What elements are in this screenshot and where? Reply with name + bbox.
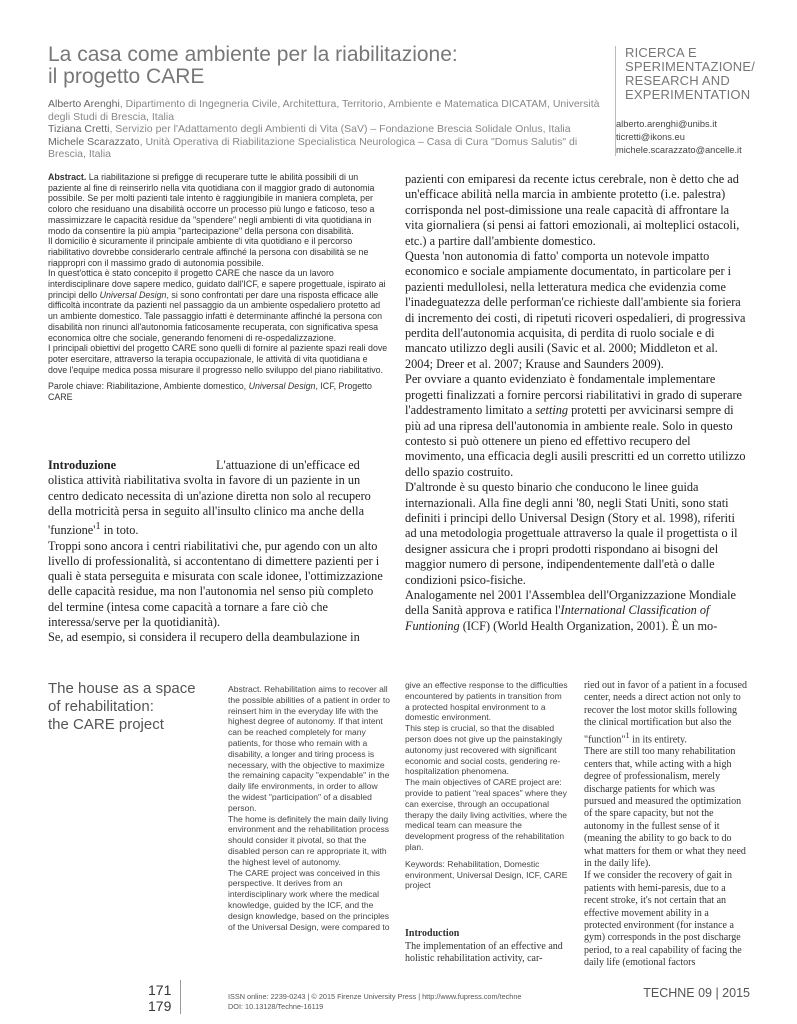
- abstract-italian: [48, 172, 388, 403]
- author-name: Alberto Arenghi: [48, 98, 120, 110]
- section-heading: Introduzione: [48, 458, 117, 472]
- english-title-line: of rehabilitation:: [48, 698, 154, 715]
- body-paragraph: D'altronde è su questo binario che conducono le linee guida internazionali. Alla fine degli anni '80, negli Stati Uniti, sono stati definiti i principi dello Universal Design (Story et al. 1998), riferiti ad una metodologia progettuale attraverso la quale il progettista o il designer assicura che i propri prodotti rispondano ai bisogni del maggior numero di persone, indipendentemente dall'età o dalle condizioni psico-fisiche.: [405, 480, 738, 587]
- author-list: [48, 98, 608, 161]
- journal-issue: TECHNE 09 | 2015: [643, 986, 750, 1000]
- english-title-line: the CARE project: [48, 716, 164, 733]
- body-column-english: [584, 680, 747, 970]
- body-text: (ICF) (World Health Organization, 2001). È un mo-: [459, 618, 718, 633]
- page-number-article: 179: [148, 998, 172, 1014]
- article-title-line-1: La casa come ambiente per la riabilitazione:: [48, 43, 458, 66]
- body-text: protetti per avvicinarsi sempre di più ad una ripresa dell'autonomia in ambiente reale. Solo in questo contesto si può ottenere un pieno ed effettivo recupero del movimento, una efficacia degli ausili prescritti ed un corretto utilizzo dello spazio costruito.: [405, 403, 746, 479]
- issn-line: ISSN online: 2239-0243 | © 2015 Firenze University Press | http://www.fupress.com/techne: [228, 992, 522, 1001]
- section-tag-line: SPERIMENTAZIONE/: [625, 59, 756, 74]
- english-title-line: The house as a space: [48, 680, 196, 697]
- body-emphasis: International Classification of Funtioning: [405, 603, 710, 633]
- abstract-paragraph: Il domicilio è sicuramente il principale ambiente di vita quotidiano e il percorso riabilitativo dovrebbe considerarlo centrale affinché la persona con disabilità se ne riappropri con il massimo grado di autonomia possibile.: [48, 236, 369, 268]
- abstract-text: , si sono confrontati per dare una risposta efficace alle difficoltà incontrate da pazienti nel passaggio da un ambiente ospedaliero protetto ad un ambiente domestico. Tale passaggio infatti è determinante affinché la persona con disabilità non rinunci all'autonomia faticosamente recuperata, con significativa spesa economica oltre che sociale, generando fenomeni di re-ospedalizzazione.: [48, 289, 382, 343]
- abstract-paragraph: The CARE project was conceived in this perspective. It derives from an interdisciplinary work where the medical knowledge, guided by the ICF, and the design knowledge, based on the principles of the Universal Design, were compared to: [228, 867, 390, 932]
- abstract-paragraph: This step is crucial, so that the disabled person does not give up the painstakingly autonomy just recovered with significant economic and social costs, gendering re-hospitalization phenomena.: [405, 723, 563, 777]
- email-list: [616, 118, 776, 157]
- author-name: Michele Scarazzato: [48, 135, 140, 148]
- keywords-english: [405, 859, 568, 891]
- abstract-paragraph: The main objectives of CARE project are: provide to patient "real spaces" where they can exercise, through an occupational therapy the daily living activities, where the medical team can measure the development progress of the rehabilitation plan.: [405, 777, 567, 852]
- author-entry: [48, 136, 608, 161]
- section-tag-line: RICERCA E: [625, 45, 697, 60]
- body-paragraph: Questa 'non autonomia di fatto' comporta un notevole impatto economico e sociale ampiamente documentato, in particolare per i pazienti medullolesi, nella letteratura medica che evidenzia come l'inadeguatezza delle performan'ce richieste dall'ambiente sia foriera di incremento dei costi, di ripetuti ricoveri ospedalieri, di progressiva perdita dell'autonomia acquisita, di perdita di ruolo sociale e di mancato utilizzo degli ausili (Savic et al. 2000; Middleton et al. 2004; Dreer et al. 2007; Krause and Saunders 2009).: [405, 249, 746, 371]
- issn-info: [228, 992, 608, 1011]
- footnote-ref[interactable]: 1: [625, 730, 630, 740]
- abstract-emphasis: Universal Design: [99, 289, 167, 300]
- email-link[interactable]: ticretti@ikons.eu: [616, 132, 685, 142]
- body-paragraph: There are still too many rehabilitation centers that, while acting with a high degree of professionalism, merely discharge patients for which was pursued and measured the optimization of the spare capacity, but not the autonomy in the fullest sense of it (meaning the ability to go back to do what matters for them or what they need in the daily life).: [584, 746, 746, 870]
- body-paragraph: pazienti con emiparesi da recente ictus cerebrale, non è detto che ad un'efficace abilità nella marcia in ambiente protetto (i.e. palestra) corrisponda nel post-dimissione una reale capacità di affrontare la vita giornaliera (si pensi ai fattori emozionali, ai molteplici ostacoli, etc.) a partire dall'ambiente domestico.: [405, 172, 740, 248]
- introduction-english: [405, 928, 568, 966]
- abstract-text: In quest'ottica è stato concepito il progetto CARE che nasce da un lavoro interdisciplinare dove sapere medico, guidato dall'ICF, e sapere progettuale, ispirato ai principi dello: [48, 268, 386, 300]
- section-tag: [625, 46, 775, 102]
- keywords-text: , ICF, Progetto CARE: [48, 381, 372, 403]
- english-title: [48, 680, 208, 734]
- body-paragraph: [405, 372, 747, 480]
- section-tag-line: EXPERIMENTATION: [625, 87, 751, 102]
- abstract-text: La riabilitazione si prefigge di recuperare tutte le abilità possibili di un paziente al fine di reinserirlo nella vita quotidiana con il maggior grado di autonomia possibile. Se per molti pazienti tale intento è raggiungibile in maniera completa, per coloro che residuano una disabilità occorre un processo più lungo e faticoso, teso a massimizzare le capacità residue da "spendere" negli ambienti di vita quotidiana in modo da consentire la più ampia "partecipazione" della persona con disabilità.: [48, 172, 375, 236]
- body-paragraph: Troppi sono ancora i centri riabilitativi che, pur agendo con un alto livello di professionalità, si accontentano di dimettere pazienti per i quali è stata perseguita e misurata con scale idonee, l'ottimizzazione delle capacità residue, ma non l'autonomia nel senso più completo del termine (intesa come capacità a tornare a fare ciò che interessa/serve per la quotidianità).: [48, 538, 383, 630]
- section-heading: Introduction: [405, 928, 460, 939]
- body-text: L'attuazione di un'efficace ed olistica attività riabilitativa svolta in favore di un paziente in un centro dedicato necessita di un'azione diretta non solo al recupero della motricità persa in seguito all'insulto clinico ma anche della 'funzione': [48, 458, 371, 538]
- abstract-paragraph: [228, 684, 391, 814]
- keywords-label: Parole chiave:: [48, 381, 105, 392]
- author-affiliation: , Servizio per l'Adattamento degli Ambienti di Vita (SaV) – Fondazione Brescia Solidale Onlus, Italia: [109, 123, 571, 136]
- keywords-text: Riabilitazione, Ambiente domestico,: [104, 381, 249, 392]
- body-paragraph: [405, 588, 747, 634]
- body-paragraph: If we consider the recovery of gait in patients with hemi-paresis, due to a recent stroke, it's not certain that an effective movement ability in a protected environment (for instance a gym) corresponds in the post discharge period, to a real capability of facing the daily life (emotional factors: [584, 870, 742, 969]
- abstract-paragraph: [48, 268, 388, 343]
- section-tag-line: RESEARCH AND: [625, 73, 730, 88]
- abstract-paragraph: The home is definitely the main daily living environment and the rehabilitation process should consider it pivotal, so that the disabled person can re appropriate it, with the highest level of autonomy.: [228, 813, 390, 867]
- introduction-italian: [48, 458, 388, 646]
- article-title: [48, 44, 608, 88]
- body-paragraph: Se, ad esempio, si considera il recupero della deambulazione in: [48, 630, 360, 645]
- body-text: ried out in favor of a patient in a focused center, needs a direct action not only to recover the lost motor skills following the clinical mortification but also the "function": [584, 680, 747, 745]
- keywords-text: Rehabilitation, Domestic environment, Universal Design, ICF, CARE project: [405, 858, 568, 891]
- keywords-label: Keywords:: [405, 858, 445, 869]
- author-affiliation: , Dipartimento di Ingegneria Civile, Architettura, Territorio, Ambiente e Matematica DICATAM, Università degli Studi di Brescia, Italia: [48, 98, 600, 123]
- body-text: Analogamente nel 2001 l'Assemblea dell'Organizzazione Mondiale della Sanità approva e ratifica l': [405, 587, 736, 618]
- abstract-label: Abstract.: [228, 684, 262, 694]
- email-link[interactable]: alberto.arenghi@unibs.it: [616, 119, 717, 129]
- keywords-emphasis: Universal Design: [248, 381, 316, 392]
- footnote-ref[interactable]: 1: [95, 521, 101, 533]
- page-number-journal: 171: [148, 982, 172, 998]
- page-number: [148, 982, 170, 1014]
- abstract-text: Rehabilitation aims to recover all the possible abilities of a patient in order to reinsert him in the everyday life with the highest degree of autonomy. If that intent can be reached completely for many patients, for those who remain with a disability, a longer and tiring process is necessary, with the objective to maximize the remaining capacity "expendable" in the daily life environments, in order to allow the widest "participation" of a disabled person.: [228, 684, 391, 813]
- body-text: in toto.: [100, 523, 139, 538]
- author-name: Tiziana Cretti: [48, 123, 110, 136]
- keywords-italian: [48, 381, 388, 402]
- author-entry: [48, 98, 608, 123]
- abstract-paragraph: I principali obiettivi del progetto CARE sono quelli di fornire al paziente spazi reali dove poter esercitare, attraverso la terapia occupazionale, le attività di vita quotidiana e dove l'equipe medica possa misurare il progresso nello sviluppo del piano riabilitativo.: [48, 343, 388, 375]
- body-paragraph: [48, 458, 388, 539]
- author-affiliation: , Unità Operativa di Riabilitazione Specialistica Neurologica – Casa di Cura "Domus Salutis" di Brescia, Italia: [48, 135, 578, 161]
- body-paragraph: [584, 680, 747, 746]
- article-title-line-2: il progetto CARE: [48, 65, 205, 88]
- footer-divider: [180, 980, 181, 1014]
- body-emphasis: setting: [535, 403, 569, 418]
- abstract-english-col-1: [228, 684, 391, 932]
- abstract-english-col-2: [405, 680, 568, 891]
- body-text: Per ovviare a quanto evidenziato è fondamentale implementare progetti finalizzati a fornire percorsi riabilitativi in grado di superare l'addestramento limitato a: [405, 372, 743, 418]
- abstract-paragraph: give an effective response to the difficulties encountered by patients in transition from a protected hospital environment to a domestic environment.: [405, 680, 568, 723]
- abstract-paragraph: [48, 172, 388, 236]
- doi-line: DOI: 10.13128/Techne-16119: [228, 1001, 324, 1011]
- body-column-right: [405, 172, 747, 634]
- body-paragraph: The implementation of an effective and holistic rehabilitation activity, car-: [405, 940, 563, 965]
- body-text: in its entirety.: [629, 733, 687, 745]
- email-link[interactable]: michele.scarazzato@ancelle.it: [616, 145, 742, 155]
- author-entry: [48, 123, 608, 136]
- abstract-label: Abstract.: [48, 172, 87, 182]
